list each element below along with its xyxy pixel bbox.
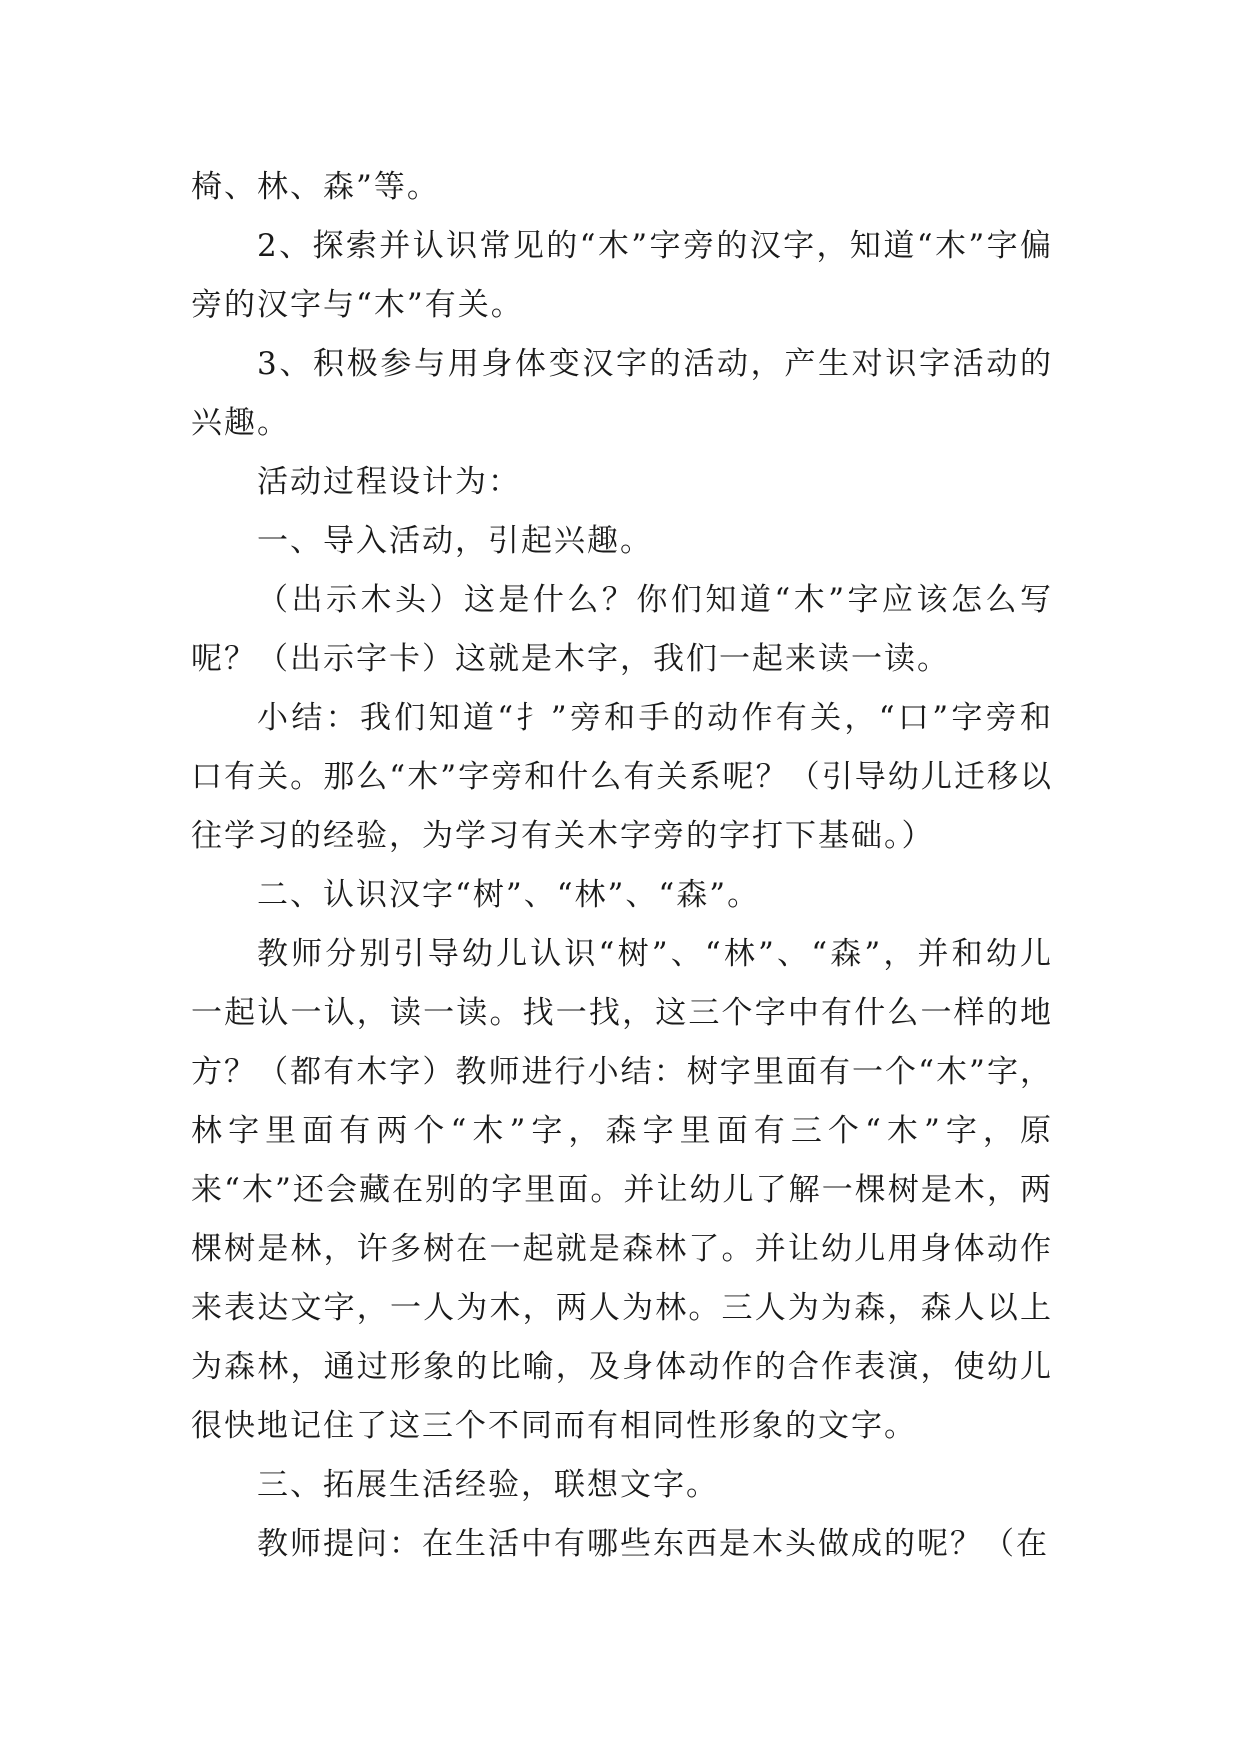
paragraph-section-3: 教师提问：在生活中有哪些东西是木头做成的呢？（在 <box>257 1526 1049 1562</box>
section-heading-2: 二、认识汉字“树”、“林”、“森”。 <box>257 877 761 913</box>
document-body <box>191 158 1053 1574</box>
paragraph-summary: 小结：我们知道“扌”旁和手的动作有关，“口”字旁和口有关。那么“木”字旁和什么有关系呢？（引导幼儿迁移以往学习的经验，为学习有关木字旁的字打下基础。） <box>191 700 1053 854</box>
section-heading-1: 一、导入活动，引起兴趣。 <box>257 523 653 559</box>
paragraph-goal-2: 2、探索并认识常见的“木”字旁的汉字，知道“木”字偏旁的汉字与“木”有关。 <box>191 228 1053 323</box>
paragraph-section-1: （出示木头）这是什么？你们知道“木”字应该怎么写呢？（出示字卡）这就是木字，我们一起来读一读。 <box>191 582 1053 677</box>
paragraph-goal-3: 3、积极参与用身体变汉字的活动，产生对识字活动的兴趣。 <box>191 346 1053 441</box>
section-heading-3: 三、拓展生活经验，联想文字。 <box>257 1467 719 1503</box>
paragraph-process-intro: 活动过程设计为： <box>257 464 521 500</box>
paragraph-section-2: 教师分别引导幼儿认识“树”、“林”、“森”，并和幼儿一起认一认，读一读。找一找，这三个字中有什么一样的地方？（都有木字）教师进行小结：树字里面有一个“木”字，林字里面有两个“木”字，森字里面有三个“木”字，原来“木”还会藏在别的字里面。并让幼儿了解一棵树是木，两棵树是林，许多树在一起就是森林了。并让幼儿用身体动作来表达文字，一人为木，两人为林。三人为为森，森人以上为森林，通过形象的比喻，及身体动作的合作表演，使幼儿很快地记住了这三个不同而有相同性形象的文字。 <box>191 936 1053 1444</box>
paragraph-continuation: 椅、林、森”等。 <box>191 169 440 205</box>
